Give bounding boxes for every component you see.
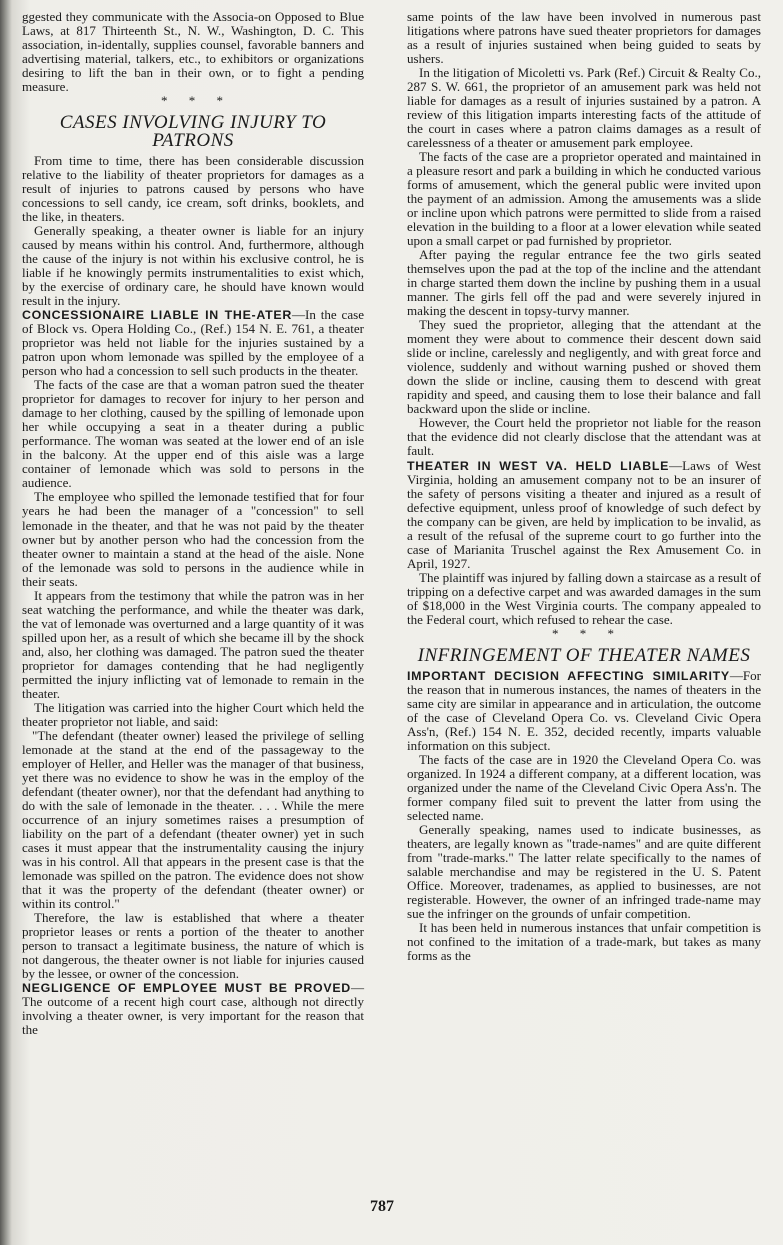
paragraph: ggested they communicate with the Associa-on Opposed to Blue Laws, at 817 Thirteenth St., N. W., Washington, D. C. This association, in-identally, supplies counsel, favorable banners and advertising material, talkers, etc., to exhibitors or organizations desiring to lift the ban in their own, or to fight a pending measure. (22, 9, 364, 95)
section-separator: * * * (161, 93, 225, 109)
paragraph: Therefore, the law is established that where a theater proprietor leases or rents a portion of the theater to another person to transact a legitimate business, the nature of which is not dangerous, the theater owner is not liable for injuries caused by the lessee, or owner of the concession. (22, 909, 364, 981)
paragraph: In the litigation of Micoletti vs. Park (Ref.) Circuit & Realty Co., 287 S. W. 661, the proprietor of an amusement park was held not liable for damages as a result of injuries sustained by a patron. A review of this litigation imparts interesting facts of the attitude of the court in cases where a patron claims damages as a result of carelessness of a theater or amusement park employee. (407, 65, 761, 151)
paragraph: The plaintiff was injured by falling down a staircase as a result of tripping on a defective carpet and was awarded damages in the sum of $18,000 in the West Virginia courts. The company appealed to the Federal court, which refused to rehear the case. (407, 569, 761, 627)
paragraph: After paying the regular entrance fee the two girls seated themselves upon the pad at the top of the incline and the attendant in charge started them down the incline by pushing them in a usual manner. The girls fell off the pad and were severely injured in making the descent in topsy-turvy manner. (407, 247, 761, 319)
paragraph: They sued the proprietor, alleging that the attendant at the moment they were about to commence their descent down said slide or incline, carelessly and negligently, and with great force and violence, suddenly and without warning pushed or shoved them down the slide or incline, causing them to descend with great rapidity and speed, and causing them to lose their balance and fall backward upon the slide or incline. (407, 317, 761, 417)
paragraph: The facts of the case are in 1920 the Cleveland Opera Co. was organized. In 1924 a different company, at a different location, was organized under the name of the Cleveland Civic Opera Ass'n. The former company filed suit to prevent the latter from using the selected name. (407, 751, 761, 823)
paragraph-text: —In the case of Block vs. Opera Holding Co., (Ref.) 154 N. E. 761, a theater proprietor was held not liable for the injuries sustained by a patron upon whom lemonade was spilled by the employee of a person who had a concession to sell such products in the theater. (22, 307, 365, 379)
paragraph: The facts of the case are a proprietor operated and maintained in a pleasure resort and park a building in which he conducted various forms of amusement, which the general public were invited upon the payment of an admission. Among the amusements was a slide or incline upon which patrons were permitted to slide from a raised elevation in the building to a floor at a lower elevation while seated upon a small carpet or pad furnished by proprietor. (407, 149, 761, 249)
section-separator: * * * (552, 625, 616, 641)
subheading: THEATER IN WEST VA. HELD LIABLE (407, 458, 670, 473)
subheading: IMPORTANT DECISION AFFECTING SIMILARITY (407, 668, 730, 683)
paragraph: Generally speaking, names used to indicate businesses, as theaters, are legally known as "trade-names" and are quite different from "trade-marks." The latter relate specifically to the names of salable merchandise and may be registered in the U. S. Patent Office. Moreover, tradenames, as applied to businesses, are not registerable. However, the owner of an infringed trade-name may sue the infringer on the grounds of unfair competition. (407, 821, 761, 921)
paragraph: Generally speaking, a theater owner is liable for an injury caused by means within his control. And, furthermore, although the cause of the injury is not within his exclusive control, he is liable if he knowingly permits instrumentalities to exist which, by the exercise of ordinary care, he should have known would result in the injury. (22, 223, 364, 309)
paragraph: It has been held in numerous instances that unfair competition is not confined to the imitation of a trade-mark, but takes as many forms as the (407, 919, 761, 963)
paragraph-with-subhead (22, 981, 364, 1037)
page-number: 787 (370, 1198, 394, 1215)
paragraph-text: —For the reason that in numerous instances, the names of theaters in the same city are similar in appearance and in articulation, the outcome of the case of Cleveland Opera Co. vs. Cleveland Civic Opera Ass'n, (Ref.) 154 N. E. 352, decided recently, imparts valuable information on this subject. (407, 667, 761, 753)
left-column (22, 10, 364, 1037)
paragraph: However, the Court held the proprietor not liable for the reason that the evidence did not clearly disclose that the attendant was at fault. (407, 415, 761, 459)
paragraph-text: —Laws of West Virginia, holding an amusement company not to be an insurer of the safety of persons visiting a theater and injured as a result of defective equipment, unless proof of knowledge of such defect by the company can be given, are held by implication to be invalid, as a result of the refusal of the supreme court to go further into the case of Marianita Truschel against the Rex Amusement Co. in April, 1927. (407, 457, 761, 571)
paragraph: The employee who spilled the lemonade testified that for four years he had been the manager of a "concession" to sell lemonade in the theater, and that he was not paid by the theater owner but by another person who had the concession from the theater owner to maintain a stand at the head of the aisle. None of the lemonade was sold to persons in the audience while in their seats. (22, 489, 364, 589)
paragraph: The facts of the case are that a woman patron sued the theater proprietor for damages to recover for injury to her person and damage to her clothing, caused by the spilling of lemonade upon her while occupying a seat in a theater during a public performance. The woman was seated at the lower end of an isle in the balcony. At the upper end of this aisle was a large container of lemonade which was sold to persons in the audience. (22, 377, 364, 491)
paragraph-with-subhead (22, 308, 364, 378)
quoted-paragraph: "The defendant (theater owner) leased the privilege of selling lemonade at the stand at the end of the passageway to the employer of Heller, and Heller was the manager of that business, yet there was no evidence to show he was in the employ of the defendant (theater owner), nor that the defendant had anything to do with the sale of lemonade in the theater. . . . While the mere occurrence of an injury sometimes raises a presumption of liability on the part of a defendant (theater owner) yet in such cases it must appear that the instrumentality causing the injury was in his control. All that appears in the present case is that the lemonade was spilled on the patron. The evidence does not show that it was the property of the defendant (theater owner) or within its control." (22, 727, 364, 911)
right-column (407, 10, 761, 963)
paragraph: The litigation was carried into the higher Court which held the theater proprietor not liable, and said: (22, 699, 364, 729)
section-title: INFRINGEMENT OF THEATER NAMES (417, 644, 751, 666)
paragraph-text: —The outcome of a recent high court case, although not directly involving a theater owner, is very important for the reason that the (22, 980, 364, 1038)
paragraph-with-subhead (407, 459, 761, 571)
subheading: NEGLIGENCE OF EMPLOYEE MUST BE PROVED (22, 981, 351, 996)
subheading: CONCESSIONAIRE LIABLE IN THE-ATER (22, 308, 292, 323)
section-title: CASES INVOLVING INJURY TO PATRONS (59, 112, 327, 152)
paragraph: same points of the law have been involved in numerous past litigations where patrons have sued theater proprietors for damages as a result of injuries sustained when being guided to seats by ushers. (407, 9, 761, 67)
paragraph: It appears from the testimony that while the patron was in her seat watching the performance, and while the theater was dark, the vat of lemonade was overturned and a large quantity of it was spilled upon her, as a result of which she became ill by the shock and, also, her clothing was damaged. The patron sued the theater proprietor for damages contending that he had negligently permitted the injury inflicting vat of lemonade to remain in the theater. (22, 587, 364, 701)
paragraph-with-subhead (407, 669, 761, 753)
paragraph: From time to time, there has been considerable discussion relative to the liability of theater proprietors for damages as a result of injuries to patrons caused by persons who have concessions to sell candy, ice cream, soft drinks, booklets, and the like, in theaters. (22, 153, 364, 225)
